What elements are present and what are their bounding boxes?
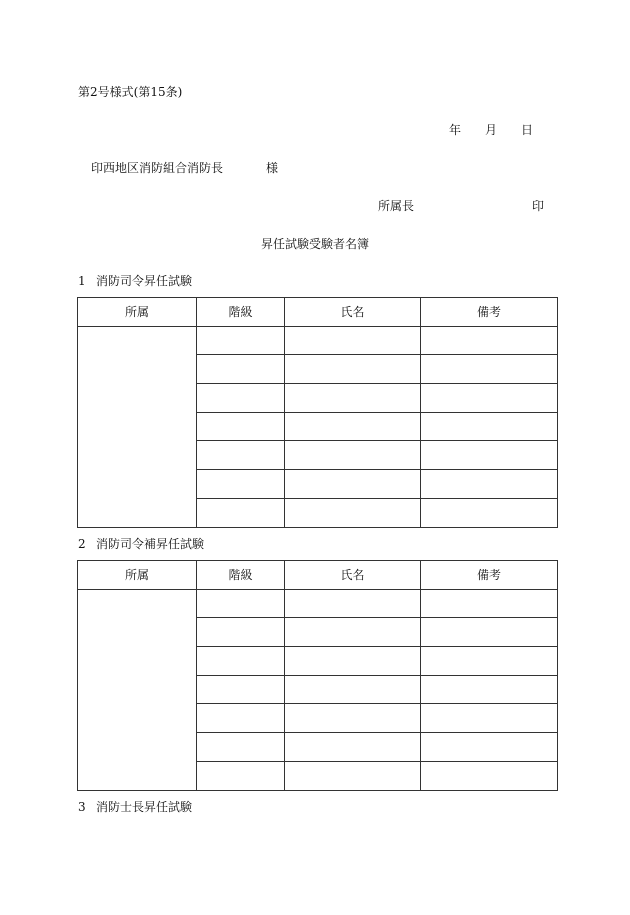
section-2-roster-table [77,560,558,791]
table-row [78,589,558,618]
rank-cell[interactable] [197,704,285,733]
column-header-rank: 階級 [197,561,285,590]
section-2-number: 2 [78,537,86,551]
rank-cell[interactable] [197,647,285,676]
section-2-heading [78,538,204,550]
name-cell[interactable] [285,761,421,790]
section-1-heading [78,275,192,287]
column-header-rank: 階級 [197,298,285,327]
table-row [78,326,558,355]
remarks-cell[interactable] [421,761,558,790]
rank-cell[interactable] [197,675,285,704]
table-header-row [78,561,558,590]
rank-cell[interactable] [197,326,285,355]
column-header-name: 氏名 [285,298,421,327]
column-header-remarks: 備考 [421,298,558,327]
rank-cell[interactable] [197,470,285,499]
name-cell[interactable] [285,355,421,384]
remarks-cell[interactable] [421,675,558,704]
remarks-cell[interactable] [421,618,558,647]
rank-cell[interactable] [197,498,285,527]
affiliation-cell[interactable] [78,589,197,790]
name-cell[interactable] [285,470,421,499]
name-cell[interactable] [285,384,421,413]
remarks-cell[interactable] [421,589,558,618]
column-header-name: 氏名 [285,561,421,590]
rank-cell[interactable] [197,412,285,441]
name-cell[interactable] [285,647,421,676]
name-cell[interactable] [285,675,421,704]
rank-cell[interactable] [197,589,285,618]
section-2-name: 消防司令補昇任試験 [96,537,205,551]
remarks-cell[interactable] [421,470,558,499]
document-title: 昇任試験受験者名簿 [260,237,369,251]
date-month-label: 月 [485,123,498,137]
column-header-remarks: 備考 [421,561,558,590]
remarks-cell[interactable] [421,412,558,441]
affiliation-cell[interactable] [78,326,197,527]
rank-cell[interactable] [197,441,285,470]
rank-cell[interactable] [197,618,285,647]
form-number: 第2号様式(第15条) [78,85,183,99]
table-header-row [78,298,558,327]
affiliation-head-label: 所属長 [378,199,415,213]
remarks-cell[interactable] [421,498,558,527]
seal-mark: 印 [532,199,545,213]
date-day-label: 日 [521,123,534,137]
section-1-name: 消防司令昇任試験 [96,274,193,288]
remarks-cell[interactable] [421,647,558,676]
name-cell[interactable] [285,589,421,618]
rank-cell[interactable] [197,761,285,790]
name-cell[interactable] [285,412,421,441]
addressee-name: 印西地区消防組合消防長 [91,161,224,175]
section-1-roster-table [77,297,558,528]
rank-cell[interactable] [197,355,285,384]
remarks-cell[interactable] [421,441,558,470]
rank-cell[interactable] [197,733,285,762]
name-cell[interactable] [285,618,421,647]
remarks-cell[interactable] [421,326,558,355]
section-3-name: 消防士長昇任試験 [96,800,193,814]
remarks-cell[interactable] [421,384,558,413]
name-cell[interactable] [285,498,421,527]
name-cell[interactable] [285,733,421,762]
remarks-cell[interactable] [421,704,558,733]
section-3-heading [78,801,192,813]
column-header-affiliation: 所属 [78,298,197,327]
name-cell[interactable] [285,326,421,355]
name-cell[interactable] [285,704,421,733]
remarks-cell[interactable] [421,733,558,762]
rank-cell[interactable] [197,384,285,413]
remarks-cell[interactable] [421,355,558,384]
addressee-honorific: 様 [266,161,279,175]
section-3-number: 3 [78,800,86,814]
section-1-number: 1 [78,274,86,288]
column-header-affiliation: 所属 [78,561,197,590]
name-cell[interactable] [285,441,421,470]
date-year-label: 年 [449,123,462,137]
